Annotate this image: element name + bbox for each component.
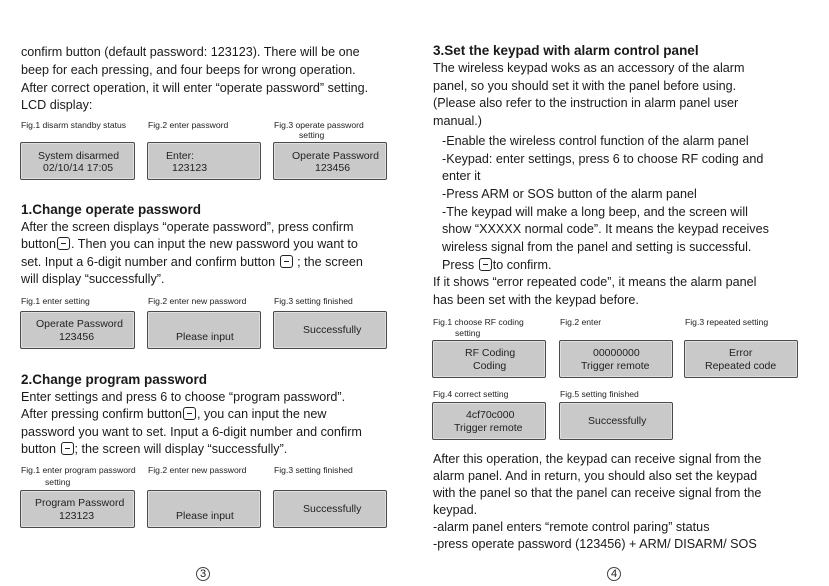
lcd-line: 00000000 <box>593 347 640 359</box>
after-line: with the panel so that the panel can receive signal from the <box>433 486 762 500</box>
lcd-line: Trigger remote <box>454 422 523 434</box>
lcd-operate-password <box>273 142 387 180</box>
section-1-line-2 <box>21 235 358 253</box>
lcd-line: 123123 <box>172 162 208 174</box>
lcd-trigger-remote <box>559 340 673 378</box>
text-fragment: After pressing confirm button <box>21 407 182 421</box>
section-1-line-1: After the screen displays “operate password”, press confirm <box>21 220 354 234</box>
confirm-button-icon <box>479 258 492 271</box>
section-3-line: (Please also refer to the instruction in alarm panel user <box>433 96 739 110</box>
section-2-line-2 <box>21 405 327 423</box>
bullet-line: -The keypad will make a long beep, and the screen will <box>442 205 748 219</box>
lcd-correct-setting <box>432 402 546 440</box>
fig-caption: Fig.1 enter setting <box>21 296 90 306</box>
lcd-line: RF Coding <box>465 347 516 359</box>
lcd-program-password <box>20 490 135 528</box>
section-2-line-4 <box>21 440 287 458</box>
section-2-line-3: password you want to set. Input a 6-digit number and confirm <box>21 425 362 439</box>
lcd-line: Successfully <box>303 503 362 515</box>
page-number-left: 3 <box>196 567 210 581</box>
section-3-line: manual.) <box>433 114 482 128</box>
section-3-title: 3.Set the keypad with alarm control panel <box>433 43 699 58</box>
confirm-button-icon <box>61 442 74 455</box>
lcd-line: Please input <box>176 331 234 343</box>
after-line: -press operate password (123456) + ARM/ DISARM/ SOS <box>433 537 757 551</box>
fig-caption: Fig.2 enter <box>560 317 602 327</box>
lcd-line: 4cf70c000 <box>466 409 515 421</box>
fig-caption: Fig.3 repeated setting <box>685 317 769 327</box>
lcd-disarm-standby <box>20 142 135 180</box>
bullet-line: show “XXXXX normal code”. It means the keypad receives <box>442 222 769 236</box>
lcd-operate-password-2 <box>20 311 135 349</box>
error-line: has been set with the keypad before. <box>433 293 639 307</box>
lcd-line: 02/10/14 17:05 <box>43 162 114 174</box>
confirm-button-icon <box>57 237 70 250</box>
lcd-line: 123456 <box>315 162 351 174</box>
lcd-line: System disarmed <box>38 150 120 162</box>
text-fragment: to confirm. <box>492 258 552 272</box>
fig-caption: Fig.5 setting finished <box>560 389 639 399</box>
fig-caption: Fig.4 correct setting <box>433 389 509 399</box>
text-fragment: set. Input a 6-digit number and confirm button <box>21 255 276 269</box>
section-3-line: The wireless keypad woks as an accessory of the alarm <box>433 61 745 75</box>
fig-caption: setting <box>299 130 325 140</box>
fig-caption: Fig.2 enter password <box>148 120 229 130</box>
after-line: keypad. <box>433 503 478 517</box>
lcd-rf-coding <box>432 340 546 378</box>
section-1-title: 1.Change operate password <box>21 202 202 217</box>
page-number-right: 4 <box>607 567 621 581</box>
lcd-please-input <box>147 490 261 528</box>
lcd-line: Operate Password <box>292 150 379 162</box>
text-fragment: , you can input the new <box>197 407 327 421</box>
lcd-successfully <box>559 402 673 440</box>
fig-caption: Fig.3 operate password <box>274 120 364 130</box>
lcd-line: Enter: <box>166 150 195 162</box>
section-2-line-1: Enter settings and press 6 to choose “program password”. <box>21 390 346 404</box>
after-line: -alarm panel enters “remote control paring” status <box>433 520 710 534</box>
left-intro-line-4: LCD display: <box>21 98 93 112</box>
text-fragment: button <box>21 442 57 456</box>
bullet-line: enter it <box>442 169 481 183</box>
bullet-line: -Enable the wireless control function of the alarm panel <box>442 134 749 148</box>
lcd-line: 123456 <box>59 331 95 343</box>
bullet-line: wireless signal from the panel and setting is successful. <box>442 240 752 254</box>
lcd-line: Trigger remote <box>581 360 650 372</box>
lcd-line: Successfully <box>588 415 647 427</box>
section-2-title: 2.Change program password <box>21 372 208 387</box>
fig-caption: setting <box>455 328 481 338</box>
text-fragment: Press <box>442 258 475 272</box>
after-line: alarm panel. And in return, you should also set the keypad <box>433 469 758 483</box>
fig-caption: Fig.2 enter new password <box>148 465 247 475</box>
lcd-repeated-code <box>684 340 798 378</box>
confirm-button-icon <box>280 255 293 268</box>
confirm-button-icon <box>183 407 196 420</box>
left-intro-line-1: confirm button (default password: 123123). There will be one <box>21 45 360 59</box>
fig-caption: Fig.2 enter new password <box>148 296 247 306</box>
lcd-line: Error <box>729 347 753 359</box>
lcd-successfully <box>273 311 387 349</box>
lcd-please-input <box>147 311 261 349</box>
left-intro-line-2: beep for each pressing, and four beeps for wrong operation. <box>21 63 356 77</box>
fig-caption: Fig.1 enter program password <box>21 465 136 475</box>
section-1-line-4: will display “successfully”. <box>21 272 165 286</box>
lcd-line: 123123 <box>59 510 95 522</box>
lcd-enter-password <box>147 142 261 180</box>
bullet-line: -Keypad: enter settings, press 6 to choose RF coding and <box>442 152 764 166</box>
after-line: After this operation, the keypad can receive signal from the <box>433 452 762 466</box>
lcd-successfully <box>273 490 387 528</box>
section-3-line: panel, so you should set it with the panel before using. <box>433 79 737 93</box>
left-intro-line-3: After correct operation, it will enter “operate password” setting. <box>21 81 369 95</box>
fig-caption: Fig.3 setting finished <box>274 296 353 306</box>
press-confirm-line <box>442 256 552 274</box>
lcd-line: Program Password <box>35 497 125 509</box>
lcd-line: Successfully <box>303 324 362 336</box>
text-fragment: ; the screen <box>297 255 363 269</box>
section-1-line-3 <box>21 253 363 271</box>
bullet-line: -Press ARM or SOS button of the alarm panel <box>442 187 697 201</box>
fig-caption: Fig.1 choose RF coding <box>433 317 524 327</box>
fig-caption: Fig.1 disarm standby status <box>21 120 127 130</box>
fig-caption: Fig.3 setting finished <box>274 465 353 475</box>
text-fragment: button <box>21 237 57 251</box>
error-line: If it shows “error repeated code”, it means the alarm panel <box>433 275 757 289</box>
text-fragment: ; the screen will display “successfully”. <box>74 442 288 456</box>
lcd-line: Operate Password <box>36 318 123 330</box>
lcd-line: Repeated code <box>705 360 777 372</box>
lcd-line: Coding <box>473 360 507 372</box>
text-fragment: . Then you can input the new password you want to <box>71 237 358 251</box>
lcd-line: Please input <box>176 510 234 522</box>
fig-caption: setting <box>45 477 71 487</box>
